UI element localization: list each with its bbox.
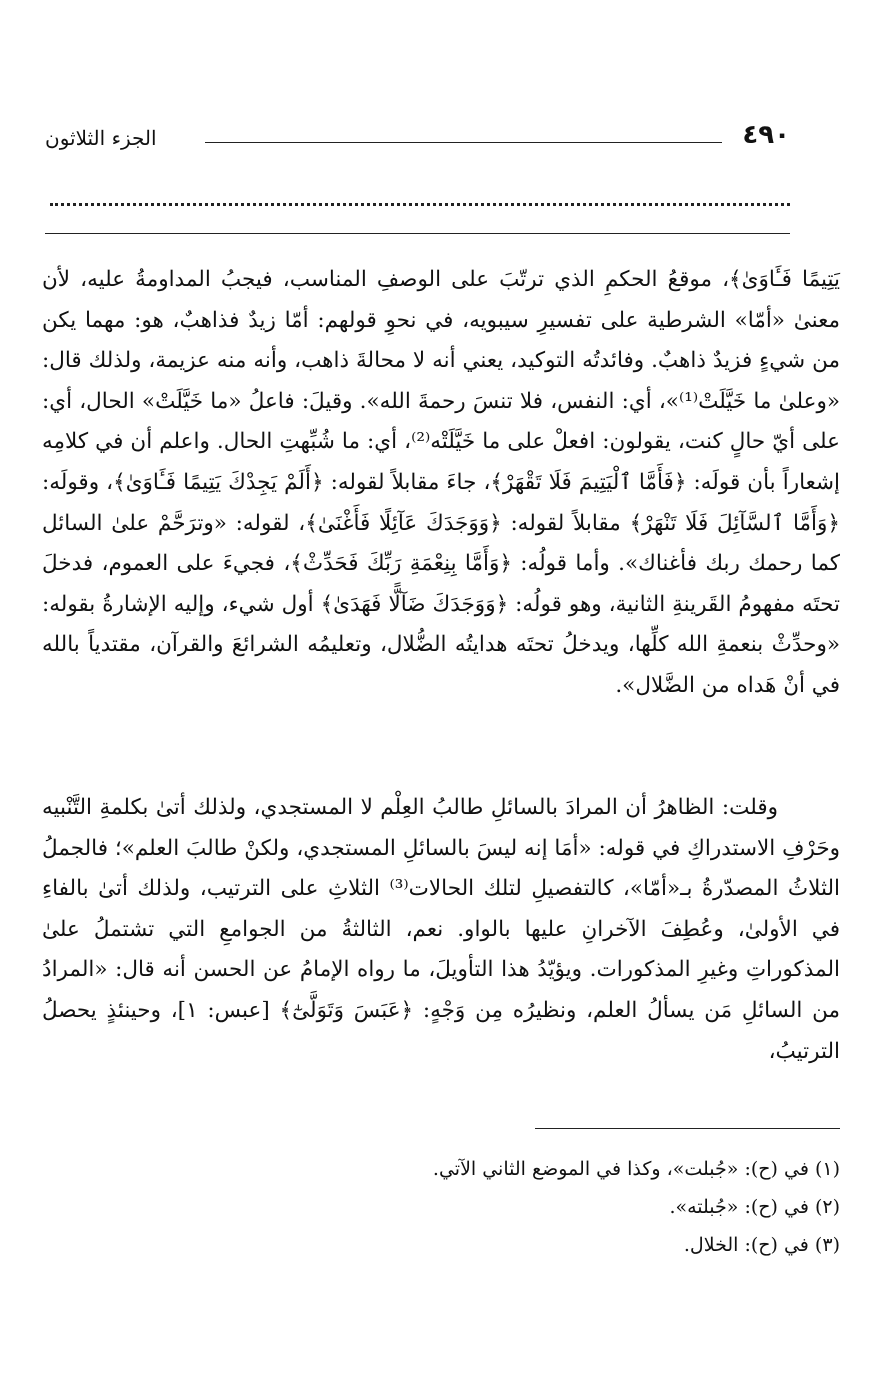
paragraph-2: وقلت: الظاهرُ أن المرادَ بالسائلِ طالبُ العِلْم لا المستجدي، ولذلك أتىٰ بكلمةِ التَّنْبيه وحَرْفِ الاستدراكِ في قوله: «أمَا إنه ليسَ بالسائلِ المستجدي، ولكنْ طالبَ العلم»؛ فالجملُ الثلاثُ المصدّرةُ بـ«أمّا»، كالتفصيلِ لتلك الحالات⁽³⁾ الثلاثِ على الترتيب، ولذلك أتىٰ بالفاءِ في الأولىٰ، وعُطِفَ الآخرانِ عليها بالواو. نعم، الثالثةُ من الجوامعِ التي تشتملُ علىٰ المذكوراتِ وغيرِ المذكورات. ويؤيّدُ هذا التأويلَ، ما رواه الإمامُ عن الحسن أنه قال: «المرادُ من السائلِ مَن يسألُ العلم، ونظيرُه مِن وَجْهٍ: ﴿عَبَسَ وَتَوَلَّىٰٓ﴾ [عبس: ١]، وحينئذٍ يحصلُ الترتيبُ، (42, 795, 840, 1064)
footnote-2: (٢) في (ح): «جُبلته». (669, 1196, 840, 1218)
text-top-rule (45, 233, 790, 234)
page-number: ٤٩٠ (742, 120, 790, 150)
footnote-separator (535, 1128, 840, 1129)
footnote-3: (٣) في (ح): الخلال. (683, 1234, 840, 1256)
header-rule (205, 142, 722, 143)
dotted-separator (50, 203, 790, 206)
footnote-1: (١) في (ح): «جُبلت»، وكذا في الموضع الثاني الآتي. (432, 1158, 840, 1180)
paragraph-1: يَتِيمًا فَـَٔاوَىٰ﴾، موقعُ الحكمِ الذي ترتّبَ على الوصفِ المناسب، فيجبُ المداومةُ عليه، لأن معنىٰ «أمّا» الشرطية على تفسيرِ سيبويه، في نحوِ قولهم: أمّا زيدٌ فذاهبٌ، هو: مهما يكن من شيءٍ فزيدٌ ذاهبٌ. وفائدتُه التوكيد، يعني أنه لا محالةَ ذاهب، وأنه منه عزيمة، ولذلك قال: «وعلىٰ ما خَيَّلَتْ⁽¹⁾»، أي: النفس، فلا تنسَ رحمةَ الله». وقيلَ: فاعلُ «ما خَيَّلَتْ» الحال، أي: على أيّ حالٍ كنت، يقولون: افعلْ على ما خَيَّلَتْه⁽²⁾، أي: ما شُبِّهتِ الحال. واعلم أن في كلامِه إشعاراً بأن قولَه: ﴿فَأَمَّا ٱلْيَتِيمَ فَلَا تَقْهَرْ﴾، جاءَ مقابلاً لقوله: ﴿أَلَمْ يَجِدْكَ يَتِيمًا فَـَٔاوَىٰ﴾، وقولَه: ﴿وَأَمَّا ٱلسَّآئِلَ فَلَا تَنْهَرْ﴾ مقابلاً لقوله: ﴿وَوَجَدَكَ عَآئِلًا فَأَغْنَىٰ﴾، لقوله: «وترَحَّمْ علىٰ السائل كما رحمك ربك فأغناك». وأما قولُه: ﴿وَأَمَّا بِنِعْمَةِ رَبِّكَ فَحَدِّثْ﴾، فجيءَ على العموم، فدخلَ تحتَه مفهومُ القَرينةِ الثانية، وهو قولُه: ﴿وَوَجَدَكَ ضَآلًّا فَهَدَىٰ﴾ أول شيء، وإليه الإشارةُ بقوله: «وحدِّثْ بنعمةِ الله كلِّها، ويدخلُ تحتَه هدايتُه الضُّلال، وتعليمُه الشرائعَ والقرآن، مقتدياً بالله في أنْ هَداه من الضَّلال». (42, 267, 840, 698)
main-text (42, 260, 840, 1072)
footnotes (60, 1150, 840, 1264)
page-header (45, 120, 790, 160)
running-title: الجزء الثلاثون (45, 126, 157, 150)
